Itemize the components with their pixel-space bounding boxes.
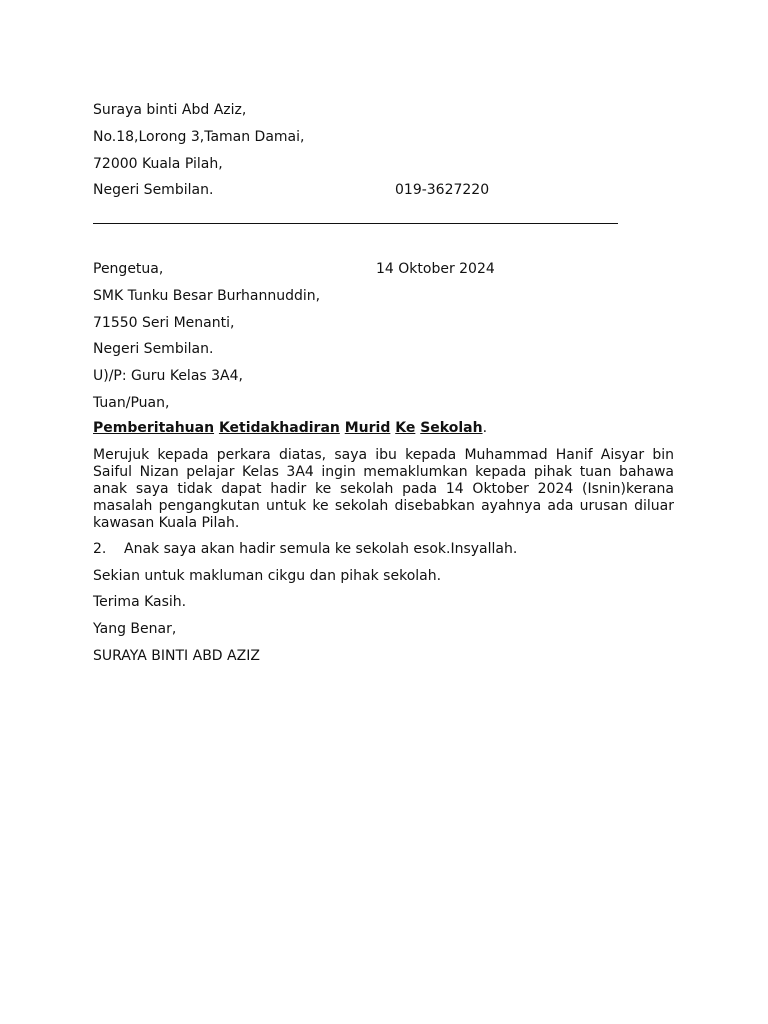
- letter-date: 14 Oktober 2024: [376, 261, 495, 277]
- closing-note: Sekian untuk makluman cikgu dan pihak sekolah.: [93, 568, 442, 584]
- recipient-school: SMK Tunku Besar Burhannuddin,: [93, 288, 321, 304]
- sender-name: Suraya binti Abd Aziz,: [93, 102, 247, 118]
- subject-word: Ke: [395, 420, 416, 436]
- letter-subject: [93, 420, 487, 437]
- sign-off: Yang Benar,: [93, 621, 177, 637]
- recipient-title: Pengetua,: [93, 261, 164, 277]
- recipient-state: Negeri Sembilan.: [93, 341, 214, 357]
- signature-name: SURAYA BINTI ABD AZIZ: [93, 648, 260, 664]
- thanks-line: Terima Kasih.: [93, 594, 187, 610]
- sender-state: Negeri Sembilan.: [93, 182, 214, 198]
- subject-period: .: [482, 420, 488, 436]
- subject-word: Murid: [344, 420, 391, 436]
- header-divider: [93, 223, 618, 224]
- subject-word: Sekolah: [420, 420, 483, 436]
- subject-word: Pemberitahuan: [93, 420, 215, 436]
- recipient-attention: U)/P: Guru Kelas 3A4,: [93, 368, 243, 384]
- salutation: Tuan/Puan,: [93, 395, 170, 411]
- body-item-2: [93, 541, 517, 558]
- sender-address-line-2: 72000 Kuala Pilah,: [93, 156, 223, 172]
- body-paragraph-1: Merujuk kepada perkara diatas, saya ibu kepada Muhammad Hanif Aisyar bin Saiful Nizan pelajar Kelas 3A4 ingin memaklumkan kepada pihak tuan bahawa anak saya tidak dapat hadir ke sekolah pada 14 Oktober 2024 (Isnin)kerana masalah pengangkutan untuk ke sekolah disebabkan ayahnya ada urusan diluar kawasan Kuala Pilah.: [93, 447, 674, 531]
- subject-word: Ketidakhadiran: [218, 420, 340, 436]
- recipient-address: 71550 Seri Menanti,: [93, 315, 235, 331]
- item-text: Anak saya akan hadir semula ke sekolah esok.Insyallah.: [124, 541, 518, 557]
- item-number: 2.: [93, 541, 107, 557]
- sender-address-line-1: No.18,Lorong 3,Taman Damai,: [93, 129, 305, 145]
- sender-phone: 019-3627220: [395, 182, 490, 198]
